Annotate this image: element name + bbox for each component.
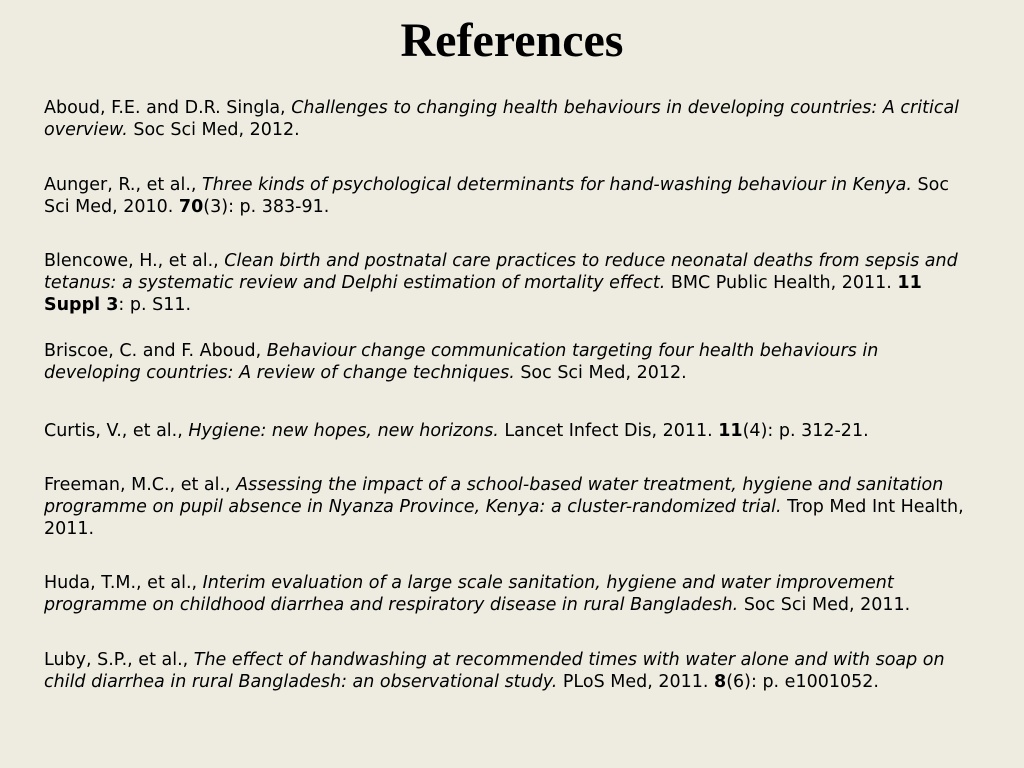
reference-freeman [44, 474, 979, 540]
reference-authors: Huda, T.M., et al., [44, 573, 203, 593]
reference-pages: (6): p. e1001052. [726, 672, 879, 692]
reference-curtis [44, 420, 979, 442]
reference-source: Soc Sci Med, 2012. [127, 120, 300, 140]
reference-pages: (4): p. 312-21. [742, 421, 869, 441]
slide-title: References [400, 14, 624, 67]
reference-luby [44, 649, 979, 693]
reference-title: Behaviour change communication targeting four health behaviours in developing countries: A review of change techniques. [44, 341, 879, 383]
reference-pages: : p. S11. [118, 295, 192, 315]
reference-volume: 11 Suppl 3 [44, 273, 922, 315]
reference-pages: (3): p. 383-91. [203, 197, 330, 217]
reference-source: PLoS Med, 2011. [557, 672, 715, 692]
reference-source: Soc Sci Med, 2010. [44, 175, 949, 217]
reference-volume: 70 [178, 197, 204, 217]
reference-title: Hygiene: new hopes, new horizons. [188, 421, 499, 441]
reference-authors: Freeman, M.C., et al., [44, 475, 237, 495]
reference-title: Interim evaluation of a large scale sanitation, hygiene and water improvement programme on childhood diarrhea and respiratory disease in rural Bangladesh. [44, 573, 894, 615]
reference-authors: Luby, S.P., et al., [44, 650, 194, 670]
reference-source: Soc Sci Med, 2011. [738, 595, 911, 615]
reference-title: The effect of handwashing at recommended times with water alone and with soap on child diarrhea in rural Bangladesh: an observational study. [44, 650, 945, 692]
reference-aboud [44, 97, 979, 141]
reference-title: Clean birth and postnatal care practices to reduce neonatal deaths from sepsis and tetanus: a systematic review and Delphi estimation of mortality effect. [44, 251, 958, 293]
reference-authors: Aunger, R., et al., [44, 175, 203, 195]
reference-authors: Aboud, F.E. and D.R. Singla, [44, 98, 292, 118]
reference-briscoe [44, 340, 979, 384]
reference-authors: Briscoe, C. and F. Aboud, [44, 341, 267, 361]
reference-source: Trop Med Int Health, 2011. [44, 497, 964, 539]
reference-blencowe [44, 250, 979, 316]
reference-authors: Blencowe, H., et al., [44, 251, 225, 271]
reference-volume: 11 [718, 421, 743, 441]
reference-title: Three kinds of psychological determinants for hand-washing behaviour in Kenya. [202, 175, 912, 195]
reference-source: Soc Sci Med, 2012. [514, 363, 687, 383]
reference-aunger [44, 174, 979, 218]
reference-source: BMC Public Health, 2011. [665, 273, 898, 293]
reference-source: Lancet Infect Dis, 2011. [498, 421, 719, 441]
reference-title: Assessing the impact of a school-based water treatment, hygiene and sanitation programme on pupil absence in Nyanza Province, Kenya: a cluster-randomized trial. [44, 475, 944, 517]
reference-volume: 8 [714, 672, 727, 692]
reference-huda [44, 572, 979, 616]
reference-authors: Curtis, V., et al., [44, 421, 189, 441]
reference-title: Challenges to changing health behaviours in developing countries: A critical overview. [44, 98, 960, 140]
